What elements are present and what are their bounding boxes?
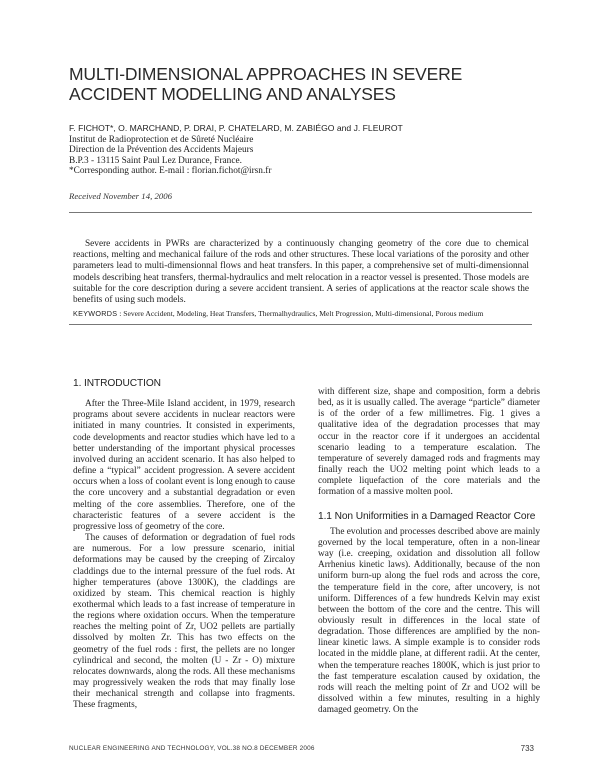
divider-top — [69, 212, 532, 213]
title-line-2: ACCIDENT MODELLING AND ANALYSES — [69, 84, 396, 104]
subsection-heading-non-uniformities: 1.1 Non Uniformities in a Damaged Reactor Core — [318, 510, 536, 522]
divider-bottom — [69, 324, 532, 325]
intro-paragraph-3: with different size, shape and composition, form a debris bed, as it is usually called. The average “particle” diameter is of the order of a few millimetres. Fig. 1 gives a qualitative idea of the degradation processes that may occur in the reactor core if it undergoes an accidental scenario leading to a temperature escalation. The temperature of severely damaged rods and fragments may finally reach the UO2 melting point which leads to a complete liquefaction of the core materials and the formation of a massive molten pool. — [318, 387, 540, 498]
abstract-text: Severe accidents in PWRs are characterized by a continuously changing geometry of the core due to chemical reactions, melting and mechanical failure of the rods and other structures. These local variations of the porosity and other parameters lead to multi-dimensionnal flows and heat transfers. In this paper, a comprehensive set of multi-dimensionnal models describing heat transfers, thermal-hydraulics and melt relocation in a reactor vessel is presented. Those models are suitable for the core description during a severe accident transient. A series of applications at the reactor scale shows the benefits of using such models. — [73, 239, 529, 306]
journal-citation: NUCLEAR ENGINEERING AND TECHNOLOGY, VOL.38 NO.8 DECEMBER 2006 — [69, 745, 315, 752]
section-heading-introduction: 1. INTRODUCTION — [73, 378, 161, 389]
affiliation-institute: Institut de Radioprotection et de Sûreté Nucléaire — [69, 134, 254, 145]
column-right — [318, 387, 540, 716]
affiliation-direction: Direction de la Prévention des Accidents Majeurs — [69, 145, 254, 156]
page-number: 733 — [520, 744, 534, 753]
keywords-text: : Severe Accident, Modeling, Heat Transfers, Thermalhydraulics, Melt Progression, Multi-dimensional, Porous medium — [119, 309, 484, 318]
received-date: Received November 14, 2006 — [69, 191, 173, 201]
intro-paragraph-2: The causes of deformation or degradation of fuel rods are numerous. For a low pressure scenario, initial deformations may be caused by the creeping of Zircaloy claddings due to the internal pressure of the fuel rods. At higher temperatures (above 1300K), the claddings are oxidized by steam. This chemical reaction is highly exothermal which leads to a fast increase of temperature in the regions where oxidation occurs. When the temperature reaches the melting point of Zr, UO2 pellets are partially dissolved by molten Zr. This has two effects on the geometry of the fuel rods : first, the pellets are no longer cylindrical and second, the molten (U - Zr - O) mixture relocates downwards, along the rods. All these mechanisms may progressively weaken the rods that may finally lose their mechanical strength and collapse into fragments. These fragments, — [73, 533, 295, 711]
title-line-1: MULTI-DIMENSIONAL APPROACHES IN SEVERE — [69, 64, 463, 84]
affiliation-address: B.P.3 - 13115 Saint Paul Lez Durance, France. — [69, 155, 242, 166]
page-footer — [69, 745, 534, 752]
keywords — [73, 309, 483, 318]
intro-paragraph-1: After the Three-Mile Island accident, in 1979, research programs about severe accidents in nuclear reactors were initiated in many countries. It consisted in experiments, code developments and reactor studies which have led to a better understanding of the important physical processes involved during an accident scenario. It has also helped to define a “typical” accident progression. A severe accident occurs when a loss of coolant event is long enough to cause the core uncovery and a substantial degradation or even melting of the core assemblies. Therefore, one of the characteristic features of a severe accident is the progressive loss of geometry of the core. — [73, 399, 295, 532]
keywords-label: KEYWORDS — [73, 309, 118, 318]
corresponding-author: *Corresponding author. E-mail : florian.fichot@irsn.fr — [69, 166, 272, 177]
author-block — [69, 123, 403, 177]
author-names: F. FICHOT*, O. MARCHAND, P. DRAI, P. CHATELARD, M. ZABIÉGO and J. FLEUROT — [69, 123, 403, 133]
paper-title — [69, 64, 549, 104]
abstract — [73, 239, 529, 306]
subsection-paragraph-1: The evolution and processes described above are mainly governed by the local temperature, often in a non-linear way (i.e. creeping, oxidation and dissolution all follow Arrhenius kinetic laws). Additionally, because of the non uniform burn-up along the fuel rods and across the core, the temperature field in the core, after uncovery, is not uniform. Differences of a few hundreds Kelvin may exist between the bottom of the core and the centre. This will obviously result in differences in the local state of degradation. Those differences are amplified by the non-linear kinetic laws. A simple example is to consider rods located in the middle plane, at different radii. At the center, when the temperature reaches 1800K, which is just prior to the fast temperature escalation caused by oxidation, the rods will reach the melting point of Zr and UO2 will be dissolved within a few minutes, resulting in a highly damaged geometry. On the — [318, 526, 540, 716]
column-left — [73, 373, 295, 712]
